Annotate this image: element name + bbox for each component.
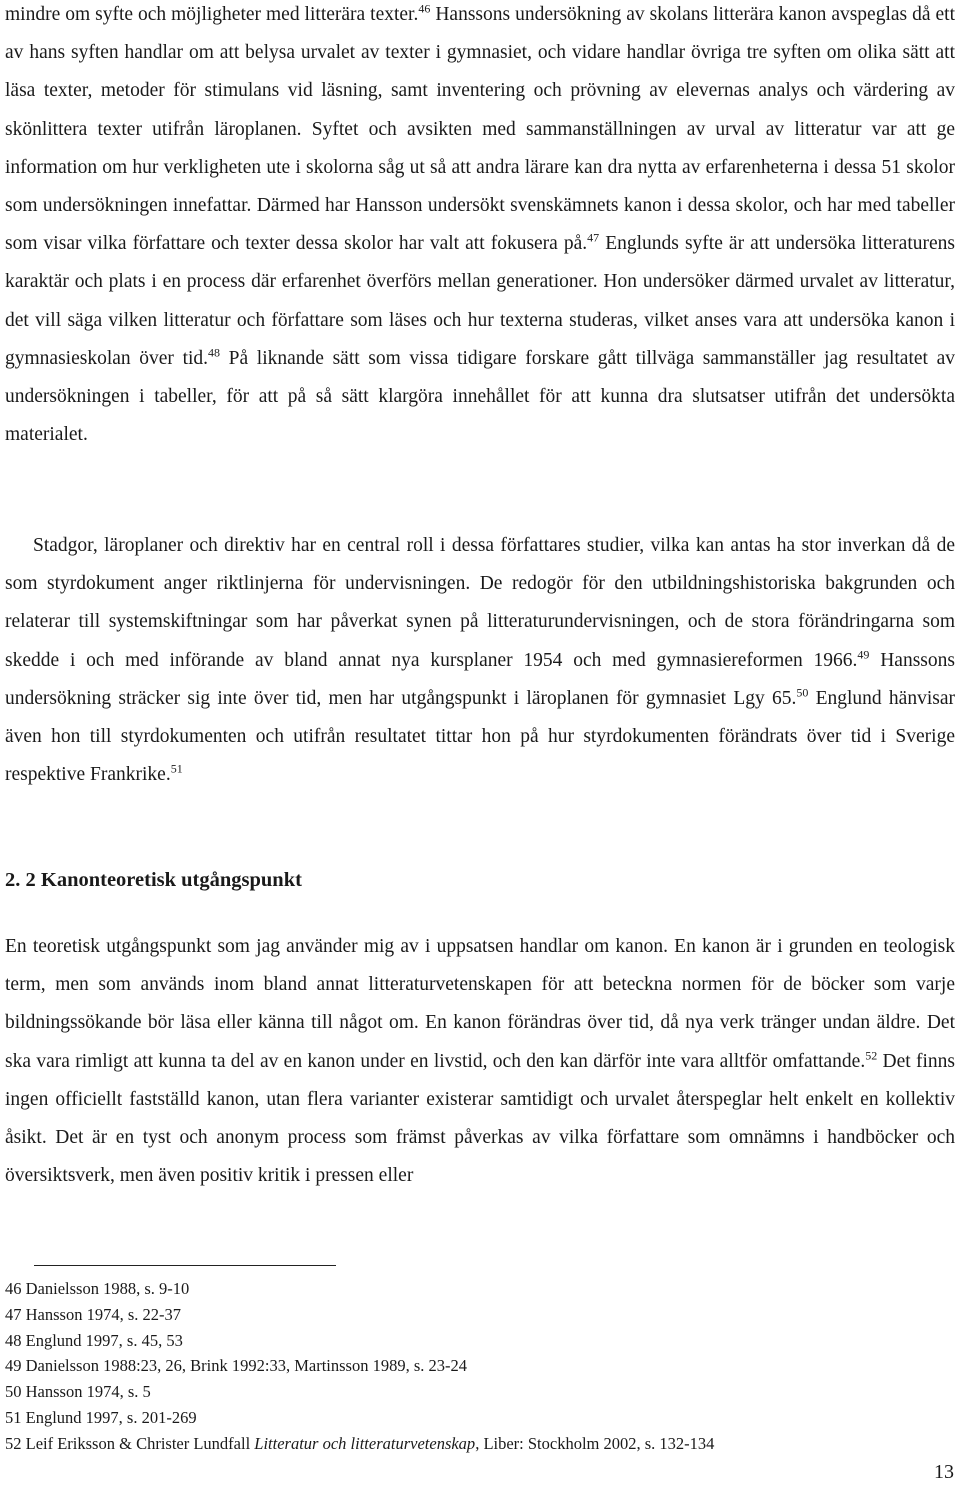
footnote-ref-50[interactable]: 50 [796, 685, 809, 700]
footnote-item [5, 1431, 955, 1457]
footnote-number: 47 [5, 1304, 22, 1324]
body-paragraph-3 [5, 928, 955, 1195]
footnote-ref-52[interactable]: 52 [865, 1048, 878, 1063]
footnote-ref-51[interactable]: 51 [170, 761, 183, 776]
footnote-number: 46 [5, 1279, 22, 1298]
footnote-item [5, 1353, 955, 1379]
section-heading: 2. 2 Kanonteoretisk utgångspunkt [5, 869, 302, 891]
footnote-text: Englund 1997, s. 45, 53 [21, 1330, 183, 1350]
paragraph-text: mindre om syfte och möjligheter med litterära texter. [5, 4, 419, 25]
footnote-ref-48[interactable]: 48 [208, 345, 221, 360]
footnote-item [5, 1276, 955, 1302]
footnote-number: 50 [5, 1382, 22, 1402]
footnote-item [5, 1405, 955, 1431]
footnote-text: Hansson 1974, s. 5 [21, 1382, 151, 1402]
paragraph-text: Stadgor, läroplaner och direktiv har en central roll i dessa författares studier, vilka kan antas ha stor inverkan då de som styrdokument anger riktlinjerna för undervisningen. De redogör för den utbildningshistoriska bakgrunden och relaterar till systemskiftningar som har påverkat synen på litteraturundervisningen, och de stora förändringarna som skedde i och med införande av bland annat nya kursplaner 1954 och med gymnasiereformen 1966. [5, 535, 955, 671]
paragraph-text: Hanssons undersökning av skolans litterära kanon avspeglas då ett av hans syften handlar om att belysa urvalet av texter i gymnasiet, och vidare handlar övriga tre syften om olika sätt att läsa texter, metoder för stimulans vid läsning, samt inventering och prövning av elevernas analys och värdering av skönlittera texter utifrån läroplanen. Syftet och avsikten med sammanställningen av urval av litteratur var att ge information om hur verkligheten ute i skolorna såg ut så att andra lärare kan dra nytta av erfarenheterna i dessa 51 skolor som undersökningen innefattar. Därmed har Hansson undersökt svenskämnets kanon i dessa skolor, och har med tabeller som visar vilka författare och texter dessa skolor har valt att fokusera på. [5, 4, 955, 255]
paragraph-text: Englund hänvisar även hon till styrdokumenten och utifrån resultatet tittar hon på hur styrdokumenten förändrats över tid i Sverige respektive Frankrike. [5, 687, 955, 786]
page-number: 13 [934, 1461, 954, 1483]
footnote-text: , Liber: Stockholm 2002, s. 132-134 [475, 1433, 715, 1453]
footnote-text: Hansson 1974, s. 22-37 [21, 1304, 181, 1324]
body-paragraph-2 [5, 527, 955, 794]
footnote-number: 52 [5, 1433, 22, 1453]
footnote-text: Danielsson 1988, s. 9-10 [21, 1279, 190, 1298]
footnote-ref-46[interactable]: 46 [418, 1, 431, 16]
paragraph-text: Englunds syfte är att undersöka litteraturens karaktär och plats i en process där erfarenhet överförs mellan generationer. Hon undersöker därmed urvalet av litteratur, det vill säga vilken litteratur och författare som läses och hur texterna studeras, vilket anses vara att undersöka kanon i gymnasieskolan över tid. [5, 233, 955, 369]
footnote-number: 51 [5, 1407, 22, 1427]
body-paragraph-1 [5, 0, 955, 454]
footnote-separator [34, 1265, 336, 1266]
footnote-item [5, 1379, 955, 1405]
footnote-list [5, 1276, 955, 1457]
footnote-ref-49[interactable]: 49 [857, 647, 870, 662]
paragraph-text: Hanssons undersökning sträcker sig inte över tid, men har utgångspunkt i läroplanen för gymnasiet Lgy 65. [5, 649, 955, 709]
footnote-number: 49 [5, 1356, 22, 1376]
paragraph-text: På liknande sätt som vissa tidigare forskare gått tillväga sammanställer jag resultatet av undersökningen i tabeller, för att på så sätt klargöra innehållet för att kunna dra slutsatser utifrån det undersökta materialet. [5, 347, 955, 446]
footnote-ref-47[interactable]: 47 [587, 230, 600, 245]
footnote-item [5, 1302, 955, 1328]
footnote-text: Danielsson 1988:23, 26, Brink 1992:33, Martinsson 1989, s. 23-24 [21, 1356, 467, 1376]
footnote-text: Leif Eriksson & Christer Lundfall [21, 1433, 255, 1453]
footnote-text: Englund 1997, s. 201-269 [21, 1407, 197, 1427]
paragraph-text: Det finns ingen officiellt fastställd kanon, utan flera varianter existerar samtidigt och urvalet återspeglar helt enkelt en kollektiv åsikt. Det är en tyst och anonym process som främst påverkas av vilka författare som omnämns i handböcker och översiktsverk, men även positiv kritik i pressen eller [5, 1050, 956, 1187]
footnote-number: 48 [5, 1330, 22, 1350]
footnote-item [5, 1328, 955, 1354]
paragraph-text: En teoretisk utgångspunkt som jag använder mig av i uppsatsen handlar om kanon. En kanon är i grunden en teologisk term, men som används inom bland annat litteraturvetenskapen för att beteckna normen för de böcker som varje bildningssökande bör läsa eller känna till något om. En kanon förändras över tid, då nya verk tränger undan äldre. Det ska vara rimligt att kunna ta del av en kanon under en livstid, och den kan därför inte vara alltför omfattande. [5, 936, 955, 1072]
footnote-book-title: Litteratur och litteraturvetenskap [254, 1433, 476, 1453]
